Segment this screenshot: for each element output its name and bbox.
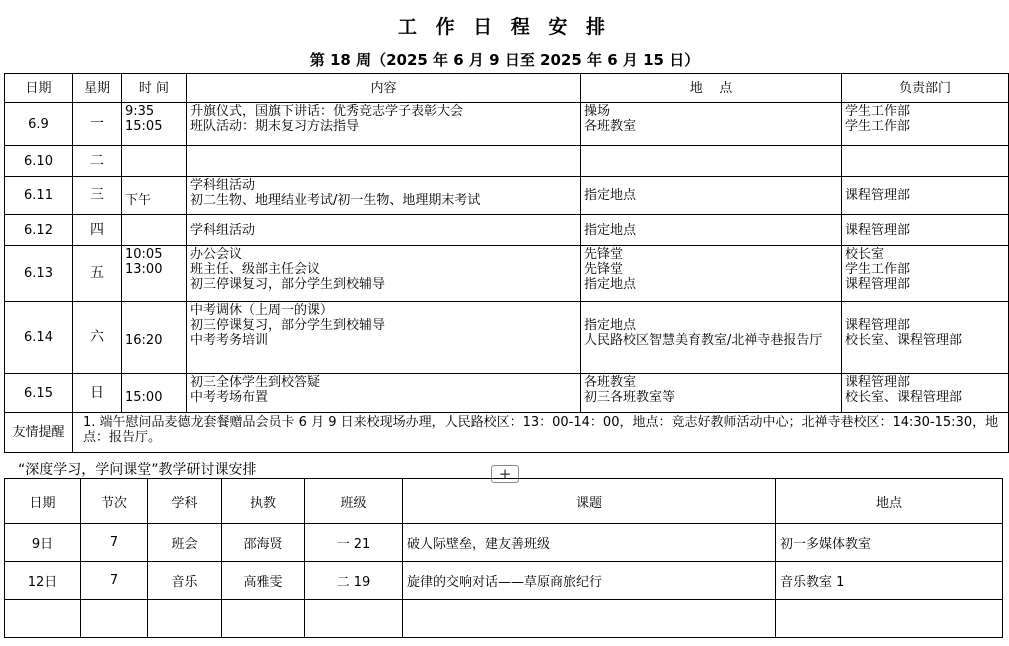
lesson-subject: 音乐 [148,562,222,600]
lesson-period: 7 [81,524,148,562]
time-line: 15:05 [125,119,163,134]
row-dept [842,146,1009,177]
row-weekday: 二 [73,146,122,177]
row-place [581,246,842,302]
lesson-class: 二 19 [305,562,403,600]
row-time [122,103,187,146]
lesson-row-empty [5,600,1003,638]
content-line: 初三停课复习，部分学生到校辅导 [190,318,386,333]
row-weekday: 三 [73,177,122,215]
content-line: 初二生物、地理结业考试/初一生物、地理期末考试 [190,193,481,208]
place-line: 各班教室 [584,119,637,134]
schedule-row [5,302,1009,374]
lesson-period: 7 [81,562,148,600]
lesson-teacher [222,600,305,638]
lesson-class: 一 21 [305,524,403,562]
tip-text [73,413,1009,453]
row-content [187,103,581,146]
lesson-topic: 破人际壁垒，建友善班级 [403,524,776,562]
dept-line: 学生工作部 [845,119,911,134]
header-date: 日期 [5,74,73,103]
content-line: 办公会议 [190,247,243,262]
dept-line: 校长室 [845,247,885,262]
dept-line: 校长室、课程管理部 [845,390,963,405]
header-content: 内容 [187,74,581,103]
lesson-place [776,600,1003,638]
row-dept [842,177,1009,215]
lesson-class [305,600,403,638]
schedule-header-row [5,74,1009,103]
place-line: 初三各班教室等 [584,390,676,405]
lh-topic: 课题 [403,479,776,524]
row-dept [842,374,1009,413]
row-date: 6.9 [5,103,73,146]
place-line: 各班教室 [584,375,637,390]
content-line: 初三停课复习，部分学生到校辅导 [190,277,386,292]
dept-line: 课程管理部 [845,188,911,203]
dept-line: 课程管理部 [845,375,911,390]
row-time [122,215,187,246]
time-line: 10:05 [125,247,163,262]
place-line: 指定地点 [584,222,637,238]
lesson-subject [148,600,222,638]
row-dept [842,246,1009,302]
row-weekday: 日 [73,374,122,413]
time-line: 下午 [125,193,152,208]
row-time [122,177,187,215]
row-content [187,146,581,177]
dept-line: 课程管理部 [845,318,911,333]
lessons-table [4,478,1003,638]
row-content [187,246,581,302]
time-line: 13:00 [125,262,163,277]
row-time [122,374,187,413]
row-content [187,215,581,246]
content-line: 班队活动：期末复习方法指导 [190,119,360,134]
place-line: 先锋堂 [584,247,624,262]
lh-place: 地点 [776,479,1003,524]
row-place [581,177,842,215]
row-time [122,146,187,177]
dept-line: 学生工作部 [845,104,911,119]
time-line [125,178,183,193]
header-dept: 负责部门 [842,74,1009,103]
row-date: 6.15 [5,374,73,413]
lh-teacher: 执教 [222,479,305,524]
row-content [187,302,581,374]
place-line: 指定地点 [584,188,637,203]
place-line: 操场 [584,104,611,119]
lesson-date: 9日 [5,524,81,562]
header-time: 时 间 [122,74,187,103]
lh-period: 节次 [81,479,148,524]
schedule-row [5,103,1009,146]
row-weekday: 四 [73,215,122,246]
row-content [187,177,581,215]
place-line: 指定地点 [584,318,637,333]
content-line: 初三全体学生到校答疑 [190,375,321,390]
dept-line [845,303,1005,318]
lessons-section-title: “深度学习，学问课堂”教学研讨课安排 [18,462,257,478]
row-date: 6.11 [5,177,73,215]
time-line [125,375,183,390]
lh-class: 班级 [305,479,403,524]
row-weekday: 六 [73,302,122,374]
row-dept [842,215,1009,246]
lesson-date: 12日 [5,562,81,600]
week-subtitle: 第 18 周（2025 年 6 月 9 日至 2025 年 6 月 15 日） [309,51,700,69]
content-line: 升旗仪式，国旗下讲话：优秀竞志学子表彰大会 [190,104,464,119]
dept-line: 课程管理部 [845,222,911,238]
schedule-row [5,215,1009,246]
place-line: 先锋堂 [584,262,624,277]
lesson-subject: 班会 [148,524,222,562]
lh-date: 日期 [5,479,81,524]
row-date: 6.10 [5,146,73,177]
lesson-row [5,562,1003,600]
lesson-date [5,600,81,638]
schedule-row [5,177,1009,215]
time-line [125,303,183,318]
schedule-row [5,374,1009,413]
content-line: 班主任、级部主任会议 [190,262,321,277]
content-line: 中考考场布置 [190,390,269,405]
dept-line: 学生工作部 [845,262,911,277]
row-time [122,302,187,374]
row-dept [842,103,1009,146]
schedule-row [5,246,1009,302]
place-line [584,303,838,318]
row-place [581,146,842,177]
content-line: 中考考务培训 [190,333,269,348]
place-line: 人民路校区智慧美育教室/北禅寺巷报告厅 [584,333,823,348]
lh-subject: 学科 [148,479,222,524]
lessons-header-row [5,479,1003,524]
time-line: 16:20 [125,333,163,348]
dept-line: 课程管理部 [845,277,911,292]
tip-text-content: 1. 端午慰问品麦德龙套餐赠品会员卡 6 月 9 日来校现场办理，人民路校区：13：00-14：00，地点：竞志好教师活动中心；北禅寺巷校区：14:30-15:30，地点：报告厅。 [83,415,999,445]
time-line: 15:00 [125,390,163,405]
add-row-button[interactable]: + [491,465,519,483]
row-place [581,215,842,246]
row-dept [842,302,1009,374]
place-line: 指定地点 [584,277,637,292]
dept-line: 校长室、课程管理部 [845,333,963,348]
page-title: 工 作 日 程 安 排 [397,16,612,38]
content-line: 学科组活动 [190,178,256,193]
lesson-teacher: 邵海贤 [222,524,305,562]
schedule-row [5,146,1009,177]
lesson-topic: 旋律的交响对话——草原商旅纪行 [403,562,776,600]
row-place [581,374,842,413]
lesson-teacher: 高雅雯 [222,562,305,600]
row-date: 6.14 [5,302,73,374]
row-weekday: 一 [73,103,122,146]
row-date: 6.12 [5,215,73,246]
row-place [581,103,842,146]
tip-row [5,413,1009,453]
row-time [122,246,187,302]
lesson-place: 初一多媒体教室 [776,524,1003,562]
header-place: 地 点 [581,74,842,103]
time-line: 9:35 [125,104,155,119]
lesson-topic [403,600,776,638]
content-line: 中考调休（上周一的课） [190,303,334,318]
row-place [581,302,842,374]
tip-label: 友情提醒 [5,413,73,453]
time-line [125,318,183,333]
lesson-period [81,600,148,638]
content-line: 学科组活动 [190,222,256,238]
lesson-place: 音乐教室 1 [776,562,1003,600]
row-weekday: 五 [73,246,122,302]
row-date: 6.13 [5,246,73,302]
schedule-table [4,73,1009,453]
row-content [187,374,581,413]
lesson-row [5,524,1003,562]
header-weekday: 星期 [73,74,122,103]
